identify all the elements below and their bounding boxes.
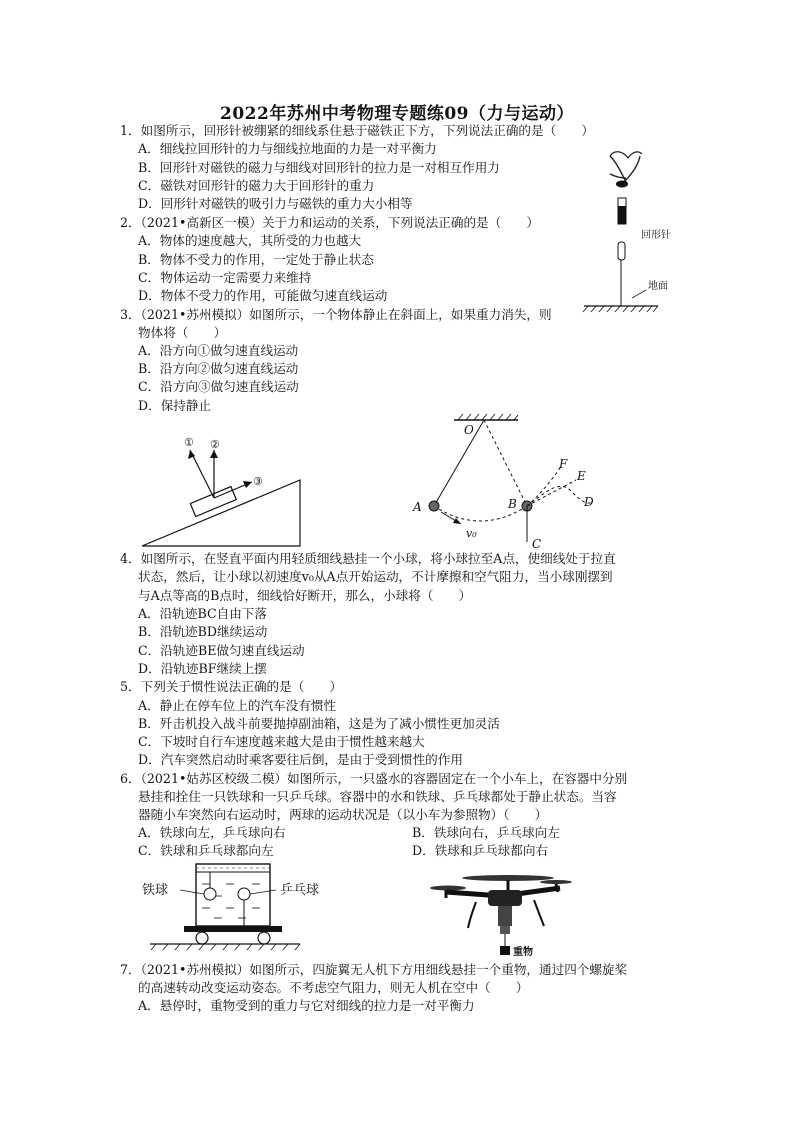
q5-option-b: B．歼击机投入战斗前要抛掉副油箱，这是为了减小惯性更加灵活	[138, 716, 500, 731]
q6-option-a: A．铁球向左，乒乓球向右	[138, 825, 286, 840]
point-f-label: F	[559, 457, 568, 471]
q4-stem-line3: 与A点等高的B点时，细线恰好断开，那么，小球将（ ）	[138, 588, 472, 603]
paperclip-magnet-figure	[580, 148, 680, 318]
q2-option-d: D．物体不受力的作用，可能做匀速直线运动	[138, 288, 388, 303]
q2-option-a: A．物体的速度越大，其所受的力也越大	[138, 233, 362, 248]
q2-option-c: C．物体运动一定需要力来维持	[138, 270, 312, 285]
q5-stem: 5．下列关于惯性说法正确的是（ ）	[120, 679, 343, 694]
weight-label: 重物	[513, 947, 533, 958]
q5-option-c: C．下坡时自行车速度越来越大是由于惯性越来越大	[138, 734, 425, 749]
q6-stem-line2: 悬挂和拴住一只铁球和一只乒乓球。容器中的水和铁球、乒乓球都处于静止状态。当容	[138, 789, 617, 804]
q3-option-b: B．沿方向②做匀速直线运动	[138, 361, 299, 376]
incline-figure	[140, 432, 310, 550]
q4-option-d: D．沿轨迹BF继续上摆	[138, 661, 267, 676]
q4-stem-line1: 4．如图所示，在竖直平面内用轻质细线悬挂一个小球，将小球拉至A点，使细线处于拉直	[120, 551, 616, 566]
velocity-label: v₀	[466, 527, 477, 540]
q4-option-b: B．沿轨迹BD继续运动	[138, 624, 268, 639]
q3-stem-line1: 3．（2021•苏州模拟）如图所示，一个物体静止在斜面上，如果重力消失，则	[120, 307, 552, 322]
point-e-label: E	[577, 469, 586, 483]
iron-ball-label: 铁球	[142, 883, 169, 898]
q5-option-d: D．汽车突然启动时乘客要往后倒，是由于受到惯性的作用	[138, 752, 463, 767]
drone-figure	[426, 866, 586, 958]
q3-stem-line2: 物体将（ ）	[138, 325, 227, 340]
q6-stem-line1: 6．（2021•姑苏区校级二模）如图所示，一只盛水的容器固定在一个小车上，在容器中分别	[120, 771, 628, 786]
q3-option-c: C．沿方向③做匀速直线运动	[138, 379, 299, 394]
q7-option-a: A．悬停时，重物受到的重力与它对细线的拉力是一对平衡力	[138, 998, 475, 1013]
point-d-label: D	[584, 495, 594, 509]
q3-option-d: D．保持静止	[138, 398, 212, 413]
container-cart-figure	[140, 862, 320, 952]
q7-stem-line1: 7．（2021•苏州模拟）如图所示，四旋翼无人机下方用细线悬挂一个重物，通过四个螺旋桨	[120, 962, 628, 977]
q6-option-c: C．铁球和乒乓球都向左	[138, 843, 274, 858]
q7-stem-line2: 的高速转动改变运动姿态。不考虑空气阻力，则无人机在空中（ ）	[138, 980, 529, 995]
ground-label: 地面	[648, 281, 668, 292]
q1-stem: 1．如图所示，回形针被绷紧的细线系住悬于磁铁正下方，下列说法正确的是（ ）	[120, 123, 594, 138]
q1-option-a: A．细线拉回形针的力与细线拉地面的力是一对平衡力	[138, 141, 437, 156]
q1-option-c: C．磁铁对回形针的磁力大于回形针的重力	[138, 178, 375, 193]
q1-option-b: B．回形针对磁铁的磁力与细线对回形针的拉力是一对相互作用力	[138, 160, 500, 175]
paperclip-label: 回形针	[641, 230, 671, 241]
q2-option-b: B．物体不受力的作用，一定处于静止状态	[138, 252, 374, 267]
q4-stem-line2: 状态，然后，让小球以初速度v₀从A点开始运动，不计摩擦和空气阻力，当小球刚摆到	[138, 569, 613, 584]
pingpong-label: 乒乓球	[280, 883, 320, 898]
direction-1-label: ①	[184, 436, 194, 449]
direction-2-label: ②	[210, 438, 220, 451]
point-a-label: A	[413, 500, 422, 514]
q3-option-a: A．沿方向①做匀速直线运动	[138, 343, 299, 358]
pendulum-figure	[408, 412, 608, 552]
q4-option-c: C．沿轨迹BE做匀速直线运动	[138, 643, 305, 658]
point-b-label: B	[508, 497, 517, 511]
q6-stem-line3: 器随小车突然向右运动时，两球的运动状况是（以小车为参照物）（ ）	[138, 807, 548, 822]
point-c-label: C	[532, 537, 542, 551]
q6-option-b: B．铁球向右，乒乓球向左	[412, 825, 560, 840]
point-o-label: O	[464, 423, 474, 437]
q5-option-a: A．静止在停车位上的汽车没有惯性	[138, 698, 337, 713]
q2-stem: 2．（2021•高新区一模）关于力和运动的关系，下列说法正确的是（ ）	[120, 215, 540, 230]
q1-option-d: D．回形针对磁铁的吸引力与磁铁的重力大小相等	[138, 196, 413, 211]
q6-option-d: D．铁球和乒乓球都向右	[412, 843, 549, 858]
q4-option-a: A．沿轨迹BC自由下落	[138, 606, 267, 621]
page-title: 2022年苏州中考物理专题练09（力与运动）	[220, 104, 574, 124]
direction-3-label: ③	[253, 475, 263, 488]
